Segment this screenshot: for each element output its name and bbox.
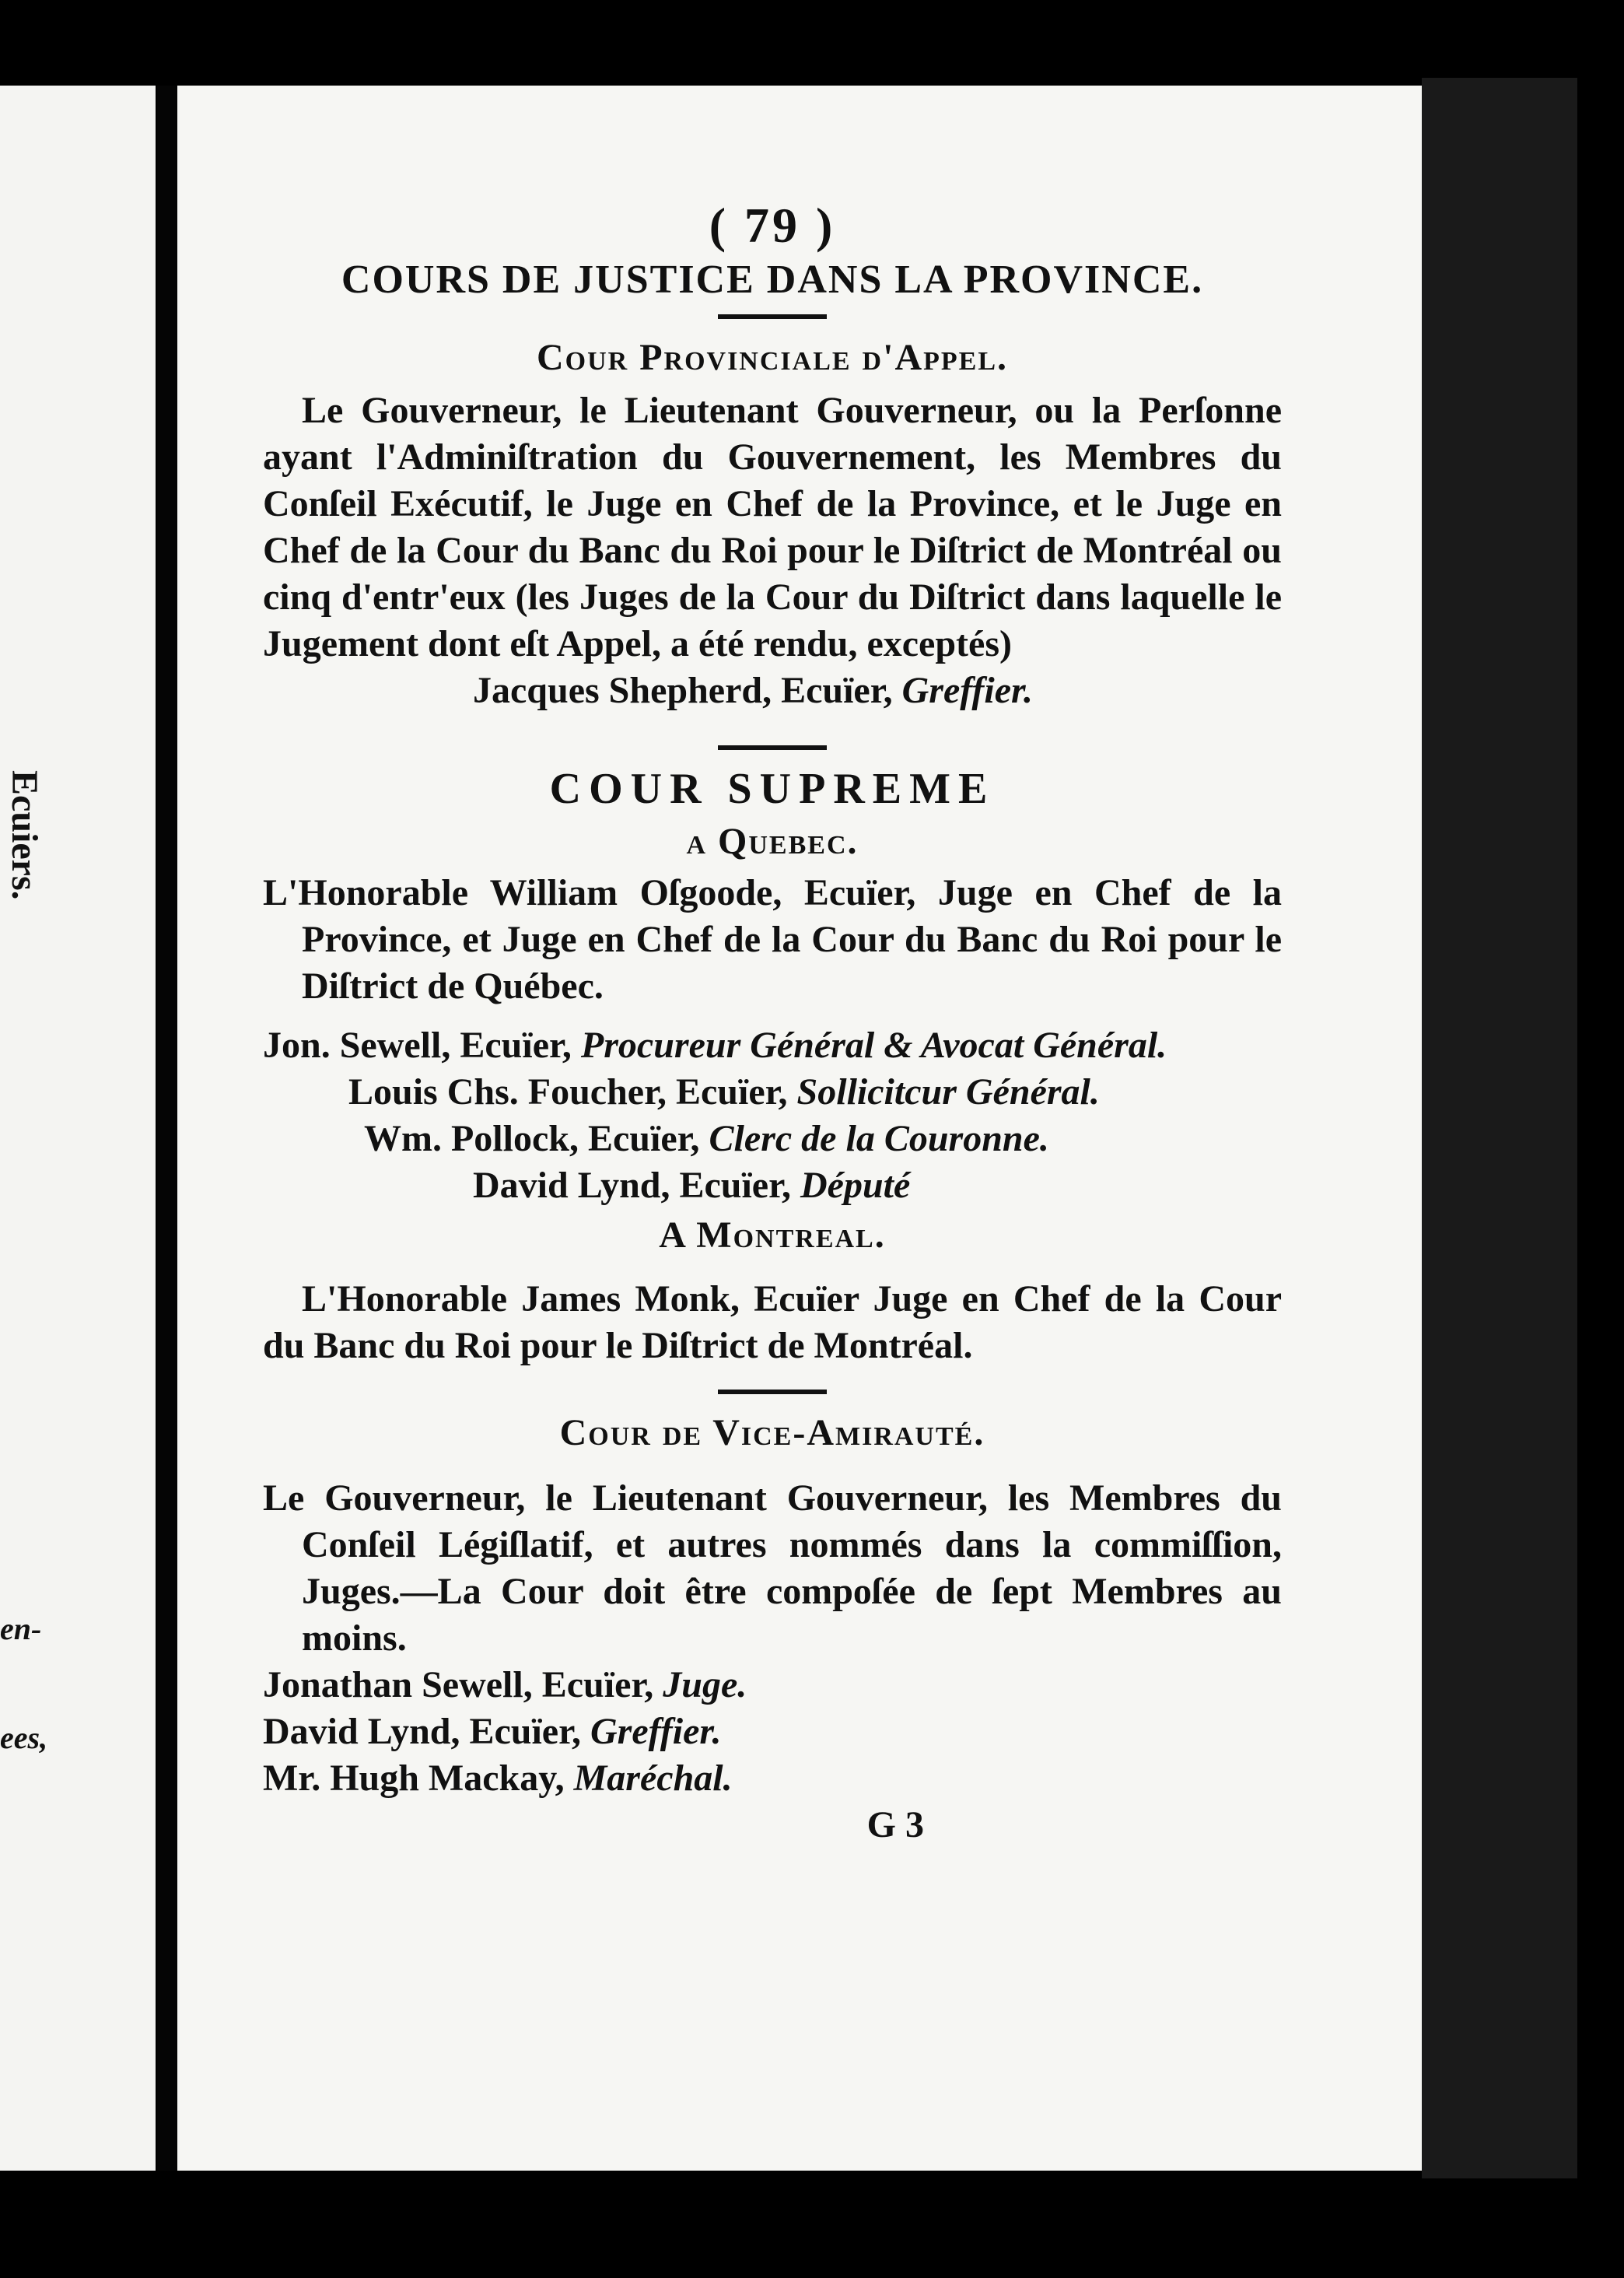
subheading-montreal: A Montreal. bbox=[659, 1214, 886, 1256]
pollock-entry bbox=[263, 1116, 1282, 1162]
entry-title: Maréchal. bbox=[573, 1758, 733, 1799]
foucher-entry bbox=[263, 1069, 1282, 1116]
left-page-fragment: en- bbox=[0, 1611, 42, 1646]
page-edge-shadow bbox=[1422, 78, 1577, 2178]
page-number: ( 79 ) bbox=[709, 198, 836, 253]
clerk-title: Greffier. bbox=[901, 670, 1034, 711]
left-page-edge bbox=[0, 86, 156, 2171]
divider-rule bbox=[718, 1390, 827, 1394]
page-content bbox=[263, 198, 1282, 1849]
entry-name: Jonathan Sewell, Ecuïer, bbox=[263, 1664, 654, 1705]
book-page bbox=[177, 86, 1422, 2171]
left-page-side-word: Ecuiers. bbox=[4, 770, 45, 900]
section-heading-supreme-court: COUR SUPREME bbox=[549, 765, 996, 813]
entry-name: Wm. Pollock, Ecuïer, bbox=[364, 1118, 700, 1159]
entry-title: Greffier. bbox=[590, 1711, 722, 1752]
entry-title: Député bbox=[800, 1165, 911, 1206]
section-heading-appeal-court: Cour Provinciale d'Appel. bbox=[536, 337, 1009, 378]
appeal-court-paragraph: Le Gouverneur, le Lieutenant Gouverneur, ou la Perſonne ayant l'Adminiſtration du Gouvernement, les Membres du Conſeil Exécutif, le Juge en Chef de la Province, et le Juge en Chef de la Cour du Banc du Roi pour le Diſtrict de Montréal ou cinq d'entr'eux (les Juges de la Cour du Diſtrict dans laquelle le Jugement dont eſt Appel, a été rendu, exceptés) bbox=[263, 390, 1282, 664]
judge-entry bbox=[263, 1662, 1282, 1708]
divider-rule bbox=[718, 314, 827, 319]
left-page-fragment: ees, bbox=[0, 1720, 48, 1755]
catchword: G 3 bbox=[866, 1804, 924, 1845]
vice-admiralty-paragraph: Le Gouverneur, le Lieutenant Gouverneur, les Membres du Conſeil Légiſlatif, et autres nommés dans la commiſſion, Juges.—La Cour doit être compoſée de ſept Membres au moins. bbox=[263, 1477, 1282, 1659]
osgoode-entry: L'Honorable William Oſgoode, Ecuïer, Juge en Chef de la Province, et Juge en Chef de la Cour du Banc du Roi pour le Diſtrict de Québec. bbox=[263, 872, 1282, 1007]
book-gutter bbox=[157, 86, 177, 2171]
entry-title: Procureur Général & Avocat Général. bbox=[580, 1025, 1167, 1066]
monk-entry: L'Honorable James Monk, Ecuïer Juge en Chef de la Cour du Banc du Roi pour le Diſtrict de Montréal. bbox=[263, 1278, 1282, 1366]
sewell-entry bbox=[263, 1022, 1282, 1069]
clerk-entry bbox=[263, 1708, 1282, 1755]
lynd-entry bbox=[263, 1162, 1282, 1209]
marshal-entry bbox=[263, 1755, 1282, 1802]
entry-title: Clerc de la Couronne. bbox=[709, 1118, 1049, 1159]
clerk-name: Jacques Shepherd, Ecuïer, bbox=[473, 670, 893, 711]
subheading-quebec: a Quebec. bbox=[686, 821, 859, 862]
divider-rule bbox=[718, 745, 827, 750]
entry-name: David Lynd, Ecuïer, bbox=[473, 1165, 792, 1206]
section-heading-vice-admiralty: Cour de Vice-Amirauté. bbox=[559, 1412, 985, 1453]
entry-title: Juge. bbox=[663, 1664, 747, 1705]
page-title: COURS DE JUSTICE DANS LA PROVINCE. bbox=[341, 258, 1204, 302]
entry-name: David Lynd, Ecuïer, bbox=[263, 1711, 582, 1752]
entry-name: Jon. Sewell, Ecuïer, bbox=[263, 1025, 572, 1066]
appeal-court-clerk bbox=[263, 668, 1282, 714]
entry-name: Mr. Hugh Mackay, bbox=[263, 1758, 565, 1799]
entry-title: Sollicitcur Général. bbox=[796, 1071, 1100, 1113]
entry-name: Louis Chs. Foucher, Ecuïer, bbox=[348, 1071, 788, 1113]
